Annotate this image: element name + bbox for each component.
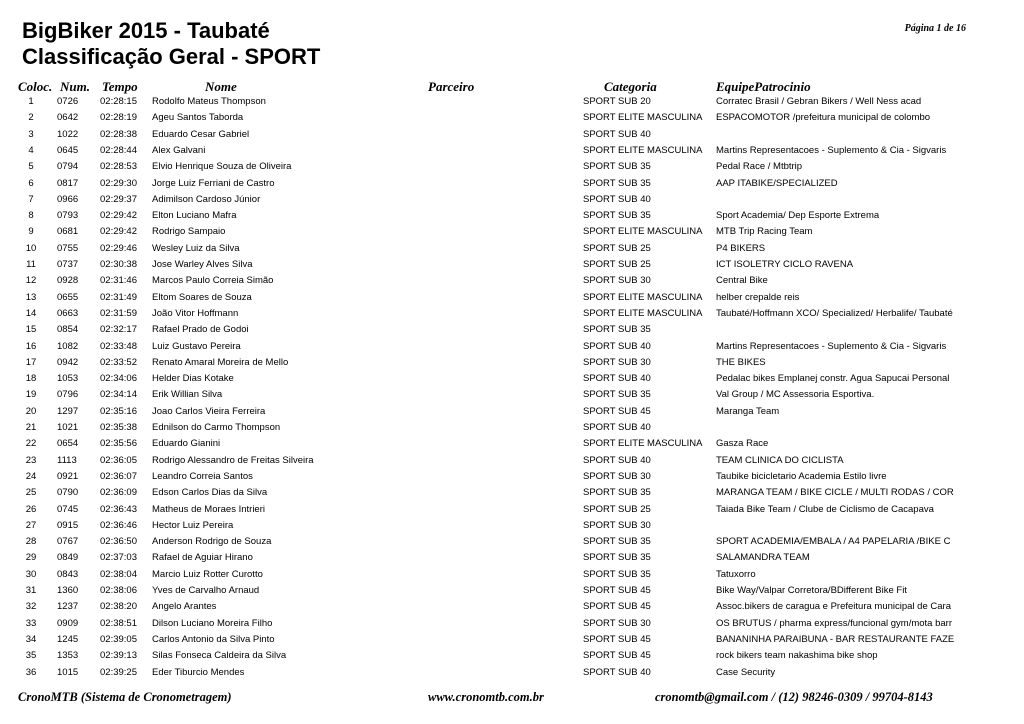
category-cell: SPORT ELITE MASCULINA: [583, 438, 703, 450]
rank-cell: 25: [25, 487, 37, 499]
bib-number-cell: 0928: [57, 275, 79, 287]
category-cell: SPORT SUB 40: [583, 340, 651, 352]
category-cell: SPORT SUB 45: [583, 633, 651, 645]
team-cell: MTB Trip Racing Team: [716, 226, 813, 238]
table-row: [0, 355, 1024, 371]
bib-number-cell: 1022: [57, 128, 79, 140]
rank-cell: 20: [25, 405, 37, 417]
time-cell: 02:37:03: [100, 552, 137, 564]
bib-number-cell: 0915: [57, 519, 79, 531]
name-cell: Joao Carlos Vieira Ferreira: [152, 405, 266, 417]
table-row: [0, 599, 1024, 615]
team-cell: Bike Way/Valpar Corretora/BDifferent Bike Fit: [716, 585, 907, 596]
name-cell: Ageu Santos Taborda: [152, 112, 244, 124]
time-cell: 02:38:06: [100, 585, 137, 596]
team-cell: OS BRUTUS / pharma express/funcional gym/mota barr: [716, 617, 953, 629]
team-cell: rock bikers team nakashima bike shop: [716, 650, 878, 662]
name-cell: Dilson Luciano Moreira Filho: [152, 617, 273, 629]
bib-number-cell: 1082: [57, 340, 79, 352]
name-cell: Leandro Correia Santos: [152, 470, 253, 482]
category-cell: SPORT SUB 40: [583, 128, 651, 140]
category-cell: SPORT ELITE MASCULINA: [583, 226, 703, 238]
bib-number-cell: 0849: [57, 552, 79, 564]
category-cell: SPORT SUB 20: [583, 96, 651, 107]
category-cell: SPORT SUB 30: [583, 470, 651, 482]
table-row: [0, 290, 1024, 306]
category-cell: SPORT SUB 40: [583, 193, 651, 205]
time-cell: 02:34:14: [100, 389, 137, 401]
category-cell: SPORT ELITE MASCULINA: [583, 112, 703, 124]
rank-cell: 23: [25, 454, 37, 466]
time-cell: 02:29:46: [100, 242, 137, 254]
category-cell: SPORT SUB 40: [583, 422, 651, 433]
table-row: [0, 404, 1024, 420]
team-cell: ESPACOMOTOR /prefeitura municipal de colombo: [716, 112, 931, 124]
bib-number-cell: 0793: [57, 210, 79, 222]
table-row: [0, 387, 1024, 403]
bib-number-cell: 0794: [57, 161, 79, 173]
name-cell: Rafael de Aguiar Hirano: [152, 552, 253, 564]
name-cell: Marcio Luiz Rotter Curotto: [152, 568, 263, 580]
time-cell: 02:39:13: [100, 650, 137, 662]
team-cell: Val Group / MC Assessoria Esportiva.: [716, 389, 875, 401]
table-row: [0, 518, 1024, 534]
time-cell: 02:34:06: [100, 373, 137, 385]
bib-number-cell: 1245: [57, 633, 79, 645]
name-cell: Rafael Prado de Godoi: [152, 324, 249, 336]
name-cell: Eltom Soares de Souza: [152, 291, 252, 303]
time-cell: 02:36:07: [100, 470, 137, 482]
category-cell: SPORT SUB 45: [583, 601, 651, 613]
footer-company: CronoMTB (Sistema de Cronometragem): [18, 690, 232, 704]
rank-cell: 22: [25, 438, 37, 450]
team-cell: Tatuxorro: [716, 568, 756, 580]
bib-number-cell: 0767: [57, 536, 79, 548]
bib-number-cell: 0745: [57, 503, 79, 515]
team-cell: Case Security: [716, 666, 776, 678]
rank-cell: 33: [25, 617, 37, 629]
time-cell: 02:28:15: [100, 96, 137, 107]
category-cell: SPORT SUB 40: [583, 373, 651, 385]
name-cell: Ednilson do Carmo Thompson: [152, 422, 281, 433]
bib-number-cell: 1297: [57, 405, 79, 417]
rank-cell: 31: [25, 585, 37, 596]
name-cell: Carlos Antonio da Silva Pinto: [152, 633, 275, 645]
rank-cell: 19: [25, 389, 37, 401]
rank-cell: 24: [25, 470, 37, 482]
table-row: [0, 534, 1024, 550]
table-row: [0, 502, 1024, 518]
team-cell: helber crepalde reis: [716, 291, 800, 303]
rank-cell: 3: [28, 128, 34, 140]
rank-cell: 21: [25, 422, 37, 433]
rank-cell: 30: [25, 568, 37, 580]
team-cell: P4 BIKERS: [716, 242, 766, 254]
name-cell: Renato Amaral Moreira de Mello: [152, 356, 289, 368]
category-cell: SPORT ELITE MASCULINA: [583, 144, 703, 156]
time-cell: 02:31:49: [100, 291, 137, 303]
rank-cell: 16: [25, 340, 37, 352]
time-cell: 02:29:42: [100, 210, 137, 222]
table-row: [0, 127, 1024, 143]
time-cell: 02:31:59: [100, 307, 137, 319]
table-row: [0, 241, 1024, 257]
team-cell: SPORT ACADEMIA/EMBALA / A4 PAPELARIA /BIKE C: [716, 536, 951, 548]
column-header-num: Num.: [60, 79, 90, 94]
name-cell: Adimilson Cardoso Júnior: [152, 193, 261, 205]
rank-cell: 11: [26, 259, 36, 270]
rank-cell: 15: [25, 324, 37, 336]
table-row: [0, 371, 1024, 387]
category-cell: SPORT SUB 35: [583, 568, 651, 580]
column-header-tempo: Tempo: [102, 79, 138, 94]
name-cell: Anderson Rodrigo de Souza: [152, 536, 272, 548]
column-header-coloc: Coloc.: [18, 79, 53, 94]
column-header-categoria: Categoria: [604, 79, 657, 94]
table-row: [0, 665, 1024, 681]
team-cell: ICT ISOLETRY CICLO RAVENA: [716, 259, 854, 270]
bib-number-cell: 0966: [57, 193, 79, 205]
document-subtitle: Classificação Geral - SPORT: [22, 44, 321, 69]
category-cell: SPORT SUB 35: [583, 177, 651, 189]
table-row: [0, 224, 1024, 240]
column-header-parceiro: Parceiro: [428, 79, 475, 94]
column-header-equipe: EquipePatrocinio: [716, 79, 811, 94]
category-cell: SPORT SUB 45: [583, 585, 651, 596]
table-row: [0, 436, 1024, 452]
category-cell: SPORT SUB 35: [583, 210, 651, 222]
name-cell: Hector Luiz Pereira: [152, 519, 234, 531]
category-cell: SPORT SUB 40: [583, 666, 651, 678]
name-cell: João Vitor Hoffmann: [152, 307, 239, 319]
time-cell: 02:29:42: [100, 226, 137, 238]
category-cell: SPORT SUB 25: [583, 259, 651, 270]
name-cell: Elton Luciano Mafra: [152, 210, 237, 222]
time-cell: 02:31:46: [100, 275, 137, 287]
rank-cell: 26: [25, 503, 37, 515]
time-cell: 02:35:38: [100, 422, 137, 433]
team-cell: Maranga Team: [716, 405, 780, 417]
bib-number-cell: 0681: [57, 226, 79, 238]
rank-cell: 17: [25, 356, 37, 368]
rank-cell: 6: [28, 177, 34, 189]
team-cell: Sport Academia/ Dep Esporte Extrema: [716, 210, 880, 222]
category-cell: SPORT SUB 35: [583, 161, 651, 173]
name-cell: Helder Dias Kotake: [152, 373, 234, 385]
category-cell: SPORT SUB 35: [583, 324, 651, 336]
table-row: [0, 339, 1024, 355]
bib-number-cell: 1360: [57, 585, 79, 596]
rank-cell: 27: [25, 519, 37, 531]
name-cell: Wesley Luiz da Silva: [152, 242, 240, 254]
table-row: [0, 550, 1024, 566]
category-cell: SPORT SUB 25: [583, 503, 651, 515]
time-cell: 02:33:52: [100, 356, 137, 368]
bib-number-cell: 1237: [57, 601, 79, 613]
category-cell: SPORT ELITE MASCULINA: [583, 307, 703, 319]
name-cell: Elvio Henrique Souza de Oliveira: [152, 161, 292, 173]
rank-cell: 4: [28, 144, 34, 156]
rank-cell: 5: [28, 161, 34, 173]
category-cell: SPORT SUB 30: [583, 356, 651, 368]
name-cell: Eduardo Gianini: [152, 438, 221, 450]
table-row: [0, 306, 1024, 322]
bib-number-cell: 0737: [57, 259, 79, 270]
bib-number-cell: 0790: [57, 487, 79, 499]
rank-cell: 1: [28, 96, 34, 107]
bib-number-cell: 0796: [57, 389, 79, 401]
time-cell: 02:32:17: [100, 324, 137, 336]
time-cell: 02:28:53: [100, 161, 137, 173]
rank-cell: 18: [25, 373, 37, 385]
rank-cell: 10: [25, 242, 37, 254]
rank-cell: 34: [25, 633, 37, 645]
rank-cell: 29: [25, 552, 37, 564]
table-row: [0, 273, 1024, 289]
team-cell: THE BIKES: [716, 356, 766, 368]
bib-number-cell: 1353: [57, 650, 79, 662]
bib-number-cell: 0642: [57, 112, 79, 124]
table-row: [0, 176, 1024, 192]
category-cell: SPORT SUB 35: [583, 536, 651, 548]
time-cell: 02:36:43: [100, 503, 137, 515]
rank-cell: 2: [28, 112, 34, 124]
time-cell: 02:29:30: [100, 177, 137, 189]
time-cell: 02:38:51: [100, 617, 137, 629]
time-cell: 02:28:38: [100, 128, 137, 140]
category-cell: SPORT SUB 25: [583, 242, 651, 254]
time-cell: 02:36:50: [100, 536, 137, 548]
bib-number-cell: 0921: [57, 470, 79, 482]
team-cell: SALAMANDRA TEAM: [716, 552, 810, 564]
name-cell: Angelo Arantes: [152, 601, 217, 613]
team-cell: Taubaté/Hoffmann XCO/ Specialized/ Herbalife/ Taubaté: [716, 307, 953, 319]
time-cell: 02:38:04: [100, 568, 137, 580]
time-cell: 02:35:16: [100, 405, 137, 417]
time-cell: 02:28:44: [100, 144, 137, 156]
table-row: [0, 159, 1024, 175]
table-row: [0, 469, 1024, 485]
team-cell: Taiada Bike Team / Clube de Ciclismo de Cacapava: [716, 503, 934, 515]
rank-cell: 35: [25, 650, 37, 662]
name-cell: Marcos Paulo Correia Simão: [152, 275, 274, 287]
category-cell: SPORT SUB 35: [583, 389, 651, 401]
bib-number-cell: 0655: [57, 291, 79, 303]
name-cell: Rodrigo Sampaio: [152, 226, 226, 238]
bib-number-cell: 0654: [57, 438, 79, 450]
bib-number-cell: 0909: [57, 617, 79, 629]
team-cell: AAP ITABIKE/SPECIALIZED: [716, 177, 838, 189]
name-cell: Erik Willian Silva: [152, 389, 223, 401]
name-cell: Rodrigo Alessandro de Freitas Silveira: [152, 454, 314, 466]
table-row: [0, 192, 1024, 208]
table-row: [0, 110, 1024, 126]
team-cell: Martins Representacoes - Suplemento & Cia - Sigvaris: [716, 340, 947, 352]
table-row: [0, 616, 1024, 632]
name-cell: Eduardo Cesar Gabriel: [152, 128, 250, 140]
table-row: [0, 485, 1024, 501]
table-row: [0, 583, 1024, 599]
bib-number-cell: 1113: [57, 454, 77, 466]
rank-cell: 32: [25, 601, 37, 613]
column-header-nome: Nome: [205, 79, 237, 94]
bib-number-cell: 0755: [57, 242, 79, 254]
bib-number-cell: 0843: [57, 568, 79, 580]
category-cell: SPORT SUB 40: [583, 454, 651, 466]
rank-cell: 7: [28, 193, 34, 205]
team-cell: Assoc.bikers de caragua e Prefeitura municipal de Cara: [716, 601, 951, 613]
rank-cell: 28: [25, 536, 37, 548]
footer-contact: cronomtb@gmail.com / (12) 98246-0309 / 99704-8143: [655, 690, 933, 704]
time-cell: 02:38:20: [100, 601, 137, 613]
team-cell: Corratec Brasil / Gebran Bikers / Well Ness acad: [716, 96, 922, 107]
name-cell: Jorge Luiz Ferriani de Castro: [152, 177, 275, 189]
category-cell: SPORT SUB 30: [583, 617, 651, 629]
name-cell: Eder Tiburcio Mendes: [152, 666, 245, 678]
category-cell: SPORT SUB 30: [583, 519, 651, 531]
time-cell: 02:29:37: [100, 193, 137, 205]
time-cell: 02:35:56: [100, 438, 137, 450]
footer-website: www.cronomtb.com.br: [428, 690, 544, 704]
document-title: BigBiker 2015 - Taubaté: [22, 18, 270, 43]
table-row: [0, 648, 1024, 664]
time-cell: 02:30:38: [100, 259, 137, 270]
table-row: [0, 257, 1024, 273]
name-cell: Edson Carlos Dias da Silva: [152, 487, 268, 499]
bib-number-cell: 0942: [57, 356, 79, 368]
bib-number-cell: 0854: [57, 324, 79, 336]
team-cell: BANANINHA PARAIBUNA - BAR RESTAURANTE FAZE: [716, 633, 955, 645]
name-cell: Silas Fonseca Caldeira da Silva: [152, 650, 287, 662]
team-cell: Gasza Race: [716, 438, 769, 450]
bib-number-cell: 0817: [57, 177, 79, 189]
rank-cell: 14: [25, 307, 37, 319]
bib-number-cell: 1021: [57, 422, 79, 433]
name-cell: Luiz Gustavo Pereira: [152, 340, 241, 352]
table-row: [0, 453, 1024, 469]
time-cell: 02:36:05: [100, 454, 137, 466]
name-cell: Yves de Carvalho Arnaud: [152, 585, 260, 596]
rank-cell: 9: [28, 226, 34, 238]
name-cell: Alex Galvani: [152, 144, 206, 156]
team-cell: TEAM CLINICA DO CICLISTA: [716, 454, 844, 466]
table-row: [0, 322, 1024, 338]
table-row: [0, 632, 1024, 648]
time-cell: 02:39:25: [100, 666, 137, 678]
time-cell: 02:36:09: [100, 487, 137, 499]
time-cell: 02:33:48: [100, 340, 137, 352]
name-cell: Rodolfo Mateus Thompson: [152, 96, 266, 107]
table-row: [0, 143, 1024, 159]
team-cell: Central Bike: [716, 275, 768, 287]
team-cell: Taubike bicicletario Academia Estilo livre: [716, 470, 887, 482]
rank-cell: 8: [28, 210, 34, 222]
rank-cell: 36: [25, 666, 37, 678]
page-number: Página 1 de 16: [904, 23, 966, 34]
bib-number-cell: 1015: [57, 666, 79, 678]
rank-cell: 13: [25, 291, 37, 303]
bib-number-cell: 1053: [57, 373, 79, 385]
team-cell: MARANGA TEAM / BIKE CICLE / MULTI RODAS / COR: [716, 487, 954, 499]
category-cell: SPORT SUB 35: [583, 552, 651, 564]
table-row: [0, 94, 1024, 110]
category-cell: SPORT ELITE MASCULINA: [583, 291, 703, 303]
name-cell: Matheus de Moraes Intrieri: [152, 503, 265, 515]
category-cell: SPORT SUB 30: [583, 275, 651, 287]
category-cell: SPORT SUB 45: [583, 405, 651, 417]
table-row: [0, 567, 1024, 583]
table-row: [0, 208, 1024, 224]
bib-number-cell: 0645: [57, 144, 79, 156]
team-cell: Martins Representacoes - Suplemento & Cia - Sigvaris: [716, 144, 947, 156]
time-cell: 02:28:19: [100, 112, 137, 124]
bib-number-cell: 0663: [57, 307, 79, 319]
time-cell: 02:39:05: [100, 633, 137, 645]
team-cell: Pedal Race / Mtbtrip: [716, 161, 803, 173]
time-cell: 02:36:46: [100, 519, 137, 531]
category-cell: SPORT SUB 35: [583, 487, 651, 499]
bib-number-cell: 0726: [57, 96, 79, 107]
name-cell: Jose Warley Alves Silva: [152, 259, 253, 270]
rank-cell: 12: [25, 275, 37, 287]
table-row: [0, 420, 1024, 436]
team-cell: Pedalac bikes Emplanej constr. Agua Sapucai Personal: [716, 373, 950, 385]
category-cell: SPORT SUB 45: [583, 650, 651, 662]
